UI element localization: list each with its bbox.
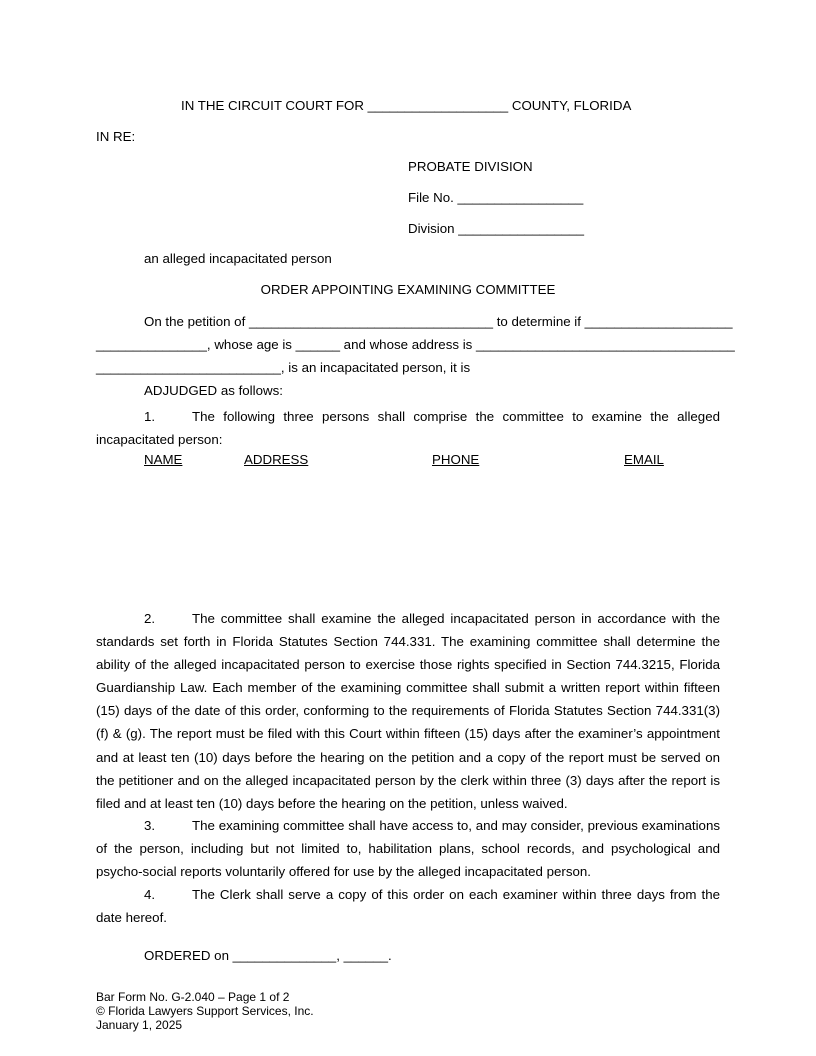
- paragraph-1-text: The following three persons shall comprise the committee to examine the alleged incapacitated person:: [96, 409, 720, 447]
- paragraph-3-number: 3.: [144, 818, 156, 833]
- page-footer: [96, 990, 314, 1032]
- paragraph-3: [96, 814, 720, 883]
- column-header-email: EMAIL: [624, 452, 664, 467]
- paragraph-4-number: 4.: [144, 887, 156, 902]
- petition-line-3: _________________________, is an incapacitated person, it is: [96, 360, 471, 375]
- paragraph-2-text: The committee shall examine the alleged incapacitated person in accordance with the standards set forth in Florida Statutes Section 744.331. The examining committee shall determine the ability of the alleged incapacitated person to exercise those rights specified in Section 744.3215, Florida Guardianship Law. Each member of the examining committee shall submit a written report within fifteen (15) days of the date of this order, conforming to the requirements of Florida Statutes Section 744.331(3)(f) & (g). The report must be filed with this Court within fifteen (15) days after the examiner’s appointment and at least ten (10) days before the hearing on the petition and a copy of the report must be served on the petitioner and on the alleged incapacitated person by the clerk within three (3) days after the report is filed and at least ten (10) days before the hearing on the petition, unless waived.: [96, 611, 720, 811]
- paragraph-1-number: 1.: [144, 409, 156, 424]
- petition-line-1: On the petition of _________________________________ to determine if ____________________: [144, 314, 733, 329]
- copyright-notice: © Florida Lawyers Support Services, Inc.: [96, 1004, 314, 1018]
- division-number: Division _________________: [408, 221, 584, 236]
- ordered-line: ORDERED on ______________, ______.: [144, 948, 392, 963]
- form-date: January 1, 2025: [96, 1018, 183, 1032]
- column-header-phone: PHONE: [432, 452, 480, 467]
- paragraph-2-number: 2.: [144, 611, 156, 626]
- court-caption: IN THE CIRCUIT COURT FOR ___________________ COUNTY, FLORIDA: [181, 98, 632, 113]
- document-title: ORDER APPOINTING EXAMINING COMMITTEE: [260, 282, 556, 297]
- adjudged-label: ADJUDGED as follows:: [144, 383, 283, 398]
- in-re-label: IN RE:: [96, 129, 136, 144]
- form-number: Bar Form No. G-2.040 – Page 1 of 2: [96, 990, 290, 1004]
- paragraph-3-text: The examining committee shall have access to, and may consider, previous examinations of the person, including but not limited to, habilitation plans, school records, and psychological and psycho-social reports voluntarily offered for use by the alleged incapacitated person.: [96, 818, 720, 879]
- paragraph-1: [96, 405, 720, 451]
- file-number: File No. _________________: [408, 190, 584, 205]
- column-header-address: ADDRESS: [244, 452, 309, 467]
- petition-line-2: _______________, whose age is ______ and whose address is ___________________________________: [96, 337, 735, 352]
- paragraph-4: [96, 883, 720, 929]
- paragraph-4-text: The Clerk shall serve a copy of this order on each examiner within three days from the date hereof.: [96, 887, 720, 925]
- probate-division: PROBATE DIVISION: [408, 159, 533, 174]
- alleged-person-label: an alleged incapacitated person: [144, 251, 332, 266]
- column-header-name: NAME: [144, 452, 183, 467]
- paragraph-2: [96, 607, 720, 815]
